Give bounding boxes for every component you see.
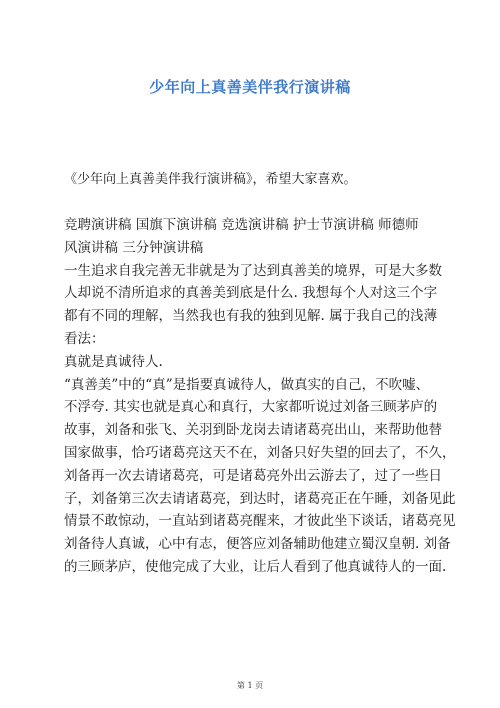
body-line: 一生追求自我完善无非就是为了达到真善美的境界，可是大多数 [64, 262, 442, 279]
intro-paragraph: 《少年向上真善美伴我行演讲稿》，希望大家喜欢。 [64, 172, 357, 187]
body-line: 刘备待人真诚，心中有志，便答应刘备辅助他建立蜀汉皇朝. 刘备 [64, 536, 451, 553]
body-line: 都有不同的理解，当然我也有我的独到见解. 属于我自己的浅薄 [64, 308, 438, 325]
body-line: 的三顾茅庐，使他完成了大业，让后人看到了他真诚待人的一面. [64, 558, 447, 575]
body-line: 真就是真诚待人. [64, 353, 163, 370]
body-line: 子，刘备第三次去请诸葛亮，到达时，诸葛亮正在午睡，刘备见此 [64, 490, 456, 507]
body-line: 人却说不清所追求的真善美到底是什么. 我想每个人对这三个字 [64, 285, 438, 302]
body-line: 不浮夸. 其实也就是真心和真行，大家都听说过刘备三顾茅庐的 [64, 399, 438, 416]
page-number: 第 1 页 [236, 681, 264, 690]
body-line: 刘备再一次去请诸葛亮，可是诸葛亮外出云游去了，过了一些日 [64, 467, 442, 484]
body-line: “真善美”中的“真”是指要真诚待人，做真实的自己，不吹嘘、 [64, 376, 430, 393]
body-line: 看法： [64, 330, 105, 347]
body-line: 风演讲稿 三分钟演讲稿 [64, 239, 204, 256]
body-line: 情景不敢惊动，一直站到诸葛亮醒来，才彼此坐下谈话，诸葛亮见 [64, 513, 456, 530]
body-line: 国家做事，恰巧诸葛亮这天不在，刘备只好失望的回去了，不久， [64, 444, 456, 461]
body-line: 竞聘演讲稿 国旗下演讲稿 竞选演讲稿 护士节演讲稿 师德师 [64, 217, 419, 233]
document-title: 少年向上真善美伴我行演讲稿 [149, 78, 351, 96]
body-line: 故事，刘备和张飞、关羽到卧龙岗去请诸葛亮出山，来帮助他替 [64, 422, 442, 439]
document-body [64, 214, 456, 579]
